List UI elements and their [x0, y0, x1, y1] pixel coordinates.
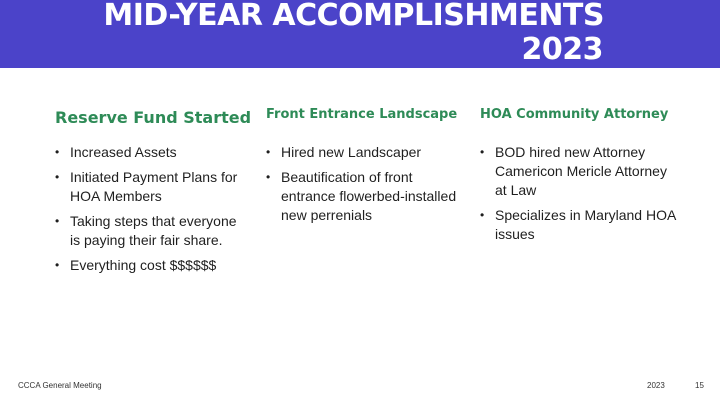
bullet-icon: •	[480, 145, 485, 159]
bullet-list	[266, 143, 466, 225]
bullet-text: Taking steps that everyone is paying their fair share.	[70, 213, 237, 248]
column-heading: Reserve Fund Started	[55, 108, 252, 127]
list-item	[266, 168, 466, 225]
bullet-list	[480, 143, 680, 244]
bullet-icon: •	[55, 214, 60, 228]
slide-title-year: 2023	[521, 32, 603, 67]
bullet-list	[55, 143, 250, 275]
footer-meeting-name: CCCA General Meeting	[18, 381, 102, 390]
list-item	[55, 143, 250, 162]
bullet-icon: •	[55, 170, 60, 184]
bullet-icon: •	[55, 145, 60, 159]
bullet-icon: •	[480, 208, 485, 222]
bullet-icon: •	[266, 170, 271, 184]
column-front-entrance	[266, 104, 466, 231]
column-reserve-fund	[55, 104, 250, 281]
bullet-text: Beautification of front entrance flowerbed-installed new perrenials	[281, 169, 457, 223]
list-item	[480, 206, 680, 244]
list-item	[55, 256, 250, 275]
bullet-text: Everything cost $$$$$$	[70, 257, 217, 273]
column-hoa-attorney	[480, 104, 680, 250]
footer-year: 2023	[647, 381, 665, 390]
slide-title: MID-YEAR ACCOMPLISHMENTS	[103, 0, 604, 33]
bullet-text: BOD hired new Attorney Camericon Mericle Attorney at Law	[495, 144, 667, 198]
bullet-icon: •	[266, 145, 271, 159]
bullet-text: Specializes in Maryland HOA issues	[495, 207, 676, 242]
bullet-icon: •	[55, 258, 60, 272]
column-heading: HOA Community Attorney	[480, 107, 669, 122]
list-item	[55, 168, 250, 206]
list-item	[55, 212, 250, 250]
page-number: 15	[695, 381, 704, 390]
column-heading: Front Entrance Landscape	[266, 107, 458, 122]
list-item	[266, 143, 466, 162]
bullet-text: Hired new Landscaper	[281, 144, 422, 160]
bullet-text: Initiated Payment Plans for HOA Members	[70, 169, 238, 204]
list-item	[480, 143, 680, 200]
bullet-text: Increased Assets	[70, 144, 177, 160]
title-banner	[0, 0, 720, 68]
